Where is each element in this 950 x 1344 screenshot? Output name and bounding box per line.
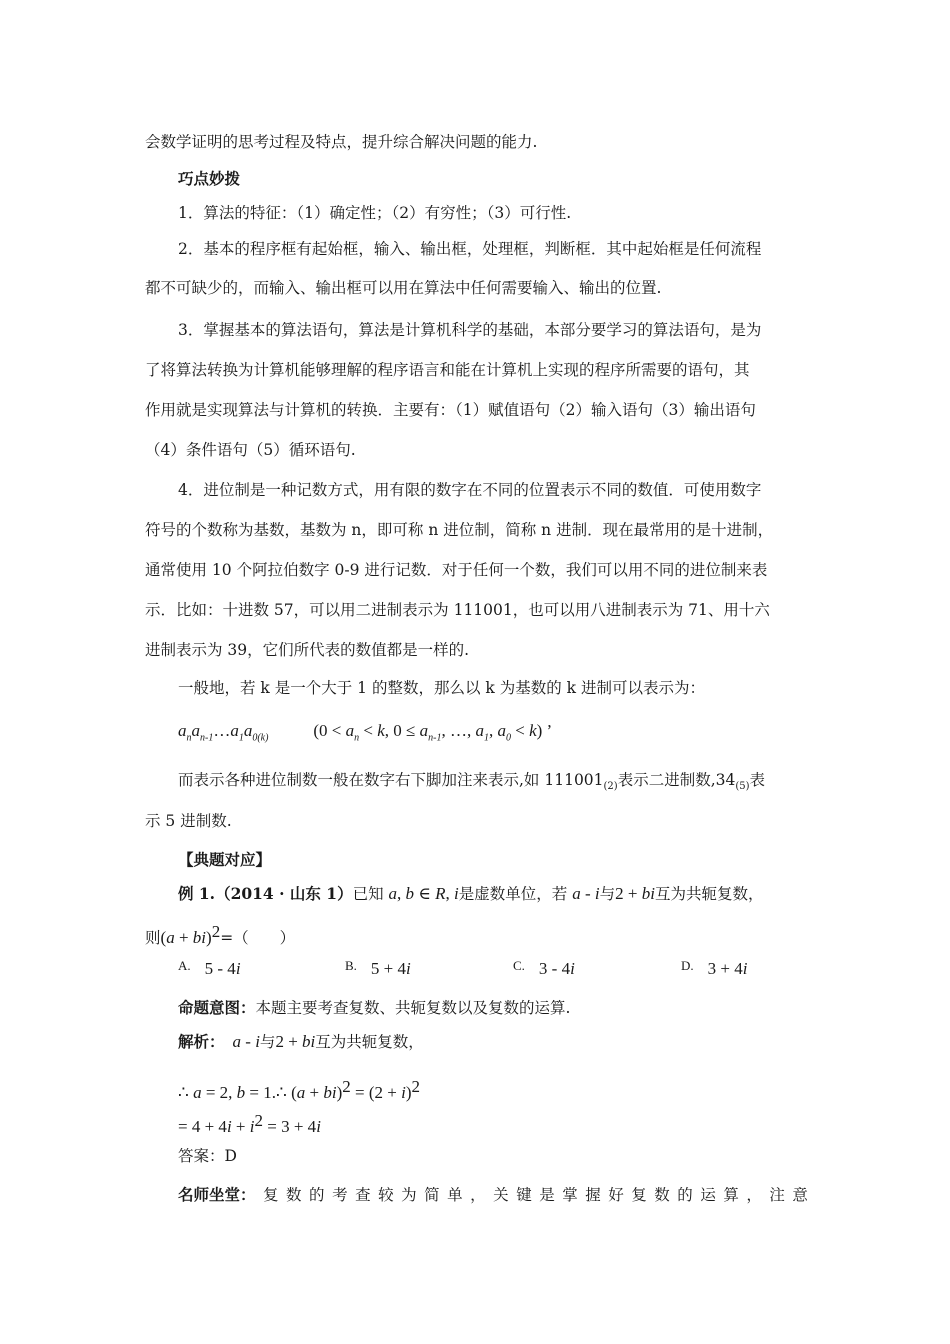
teacher-char: 算 xyxy=(723,1186,739,1204)
teacher-char: ， xyxy=(470,1186,486,1204)
solution-step-2: = $4 + 4i + i^2 = 3 + 4i$ xyxy=(178,1111,321,1137)
tip-3-line-3: 作用就是实现算法与计算机的转换．主要有：（1）赋值语句（2）输入语句（3）输出语句 xyxy=(145,401,756,419)
teacher-char: 意 xyxy=(792,1186,808,1204)
notation-line-1: 而表示各种进位制数一般在数字右下脚加注来表示,如 $111001_{(2)}$表示二进制数$,34_{(5)}$表 xyxy=(178,771,766,793)
tip-4-line-4: 示．比如：十进数 57，可以用二进制表示为 111001，也可以用八进制表示为 71、用十六 xyxy=(145,601,770,619)
teacher-char: 掌 xyxy=(562,1186,578,1204)
tip-2-line-2: 都不可缺少的，而输入、输出框可以用在算法中任何需要输入、输出的位置. xyxy=(145,279,662,297)
tip-4-line-2: 符号的个数称为基数，基数为 n，即可称 n 进位制，简称 n 进制．现在最常用的是十进制， xyxy=(145,521,774,539)
teacher-char: 查 xyxy=(355,1186,371,1204)
base-k-formula: $a_na_{n-1}\dots a_1a_{0(k)}$ ($0 < a_n < k$, $0 \le a_{n-1}$, …, $a_1$, $a_0 < k$) ’ xyxy=(178,721,553,744)
teacher-char: 握 xyxy=(585,1186,601,1204)
tip-3-line-4: （4）条件语句（5）循环语句. xyxy=(145,441,356,459)
teacher-char: 注 xyxy=(769,1186,785,1204)
tips-heading: 巧点妙拨 xyxy=(178,169,241,188)
teacher-char: 数 xyxy=(286,1186,302,1204)
teacher-char: 键 xyxy=(516,1186,532,1204)
example-section-heading: 【典题对应】 xyxy=(178,850,272,869)
option-a: $^{A.}$ 5 - 4i xyxy=(178,958,241,978)
teacher-char: 的 xyxy=(309,1186,325,1204)
tip-4-line-1: 4．进位制是一种记数方式，用有限的数字在不同的位置表示不同的数值．可使用数字 xyxy=(178,481,762,499)
example-stem-line-1: 例 1.（2014 · 山东 1）已知 a, b ∈ R, i是虚数单位，若 a - i与2 + bi互为共轭复数， xyxy=(178,884,764,903)
tip-1: 1．算法的特征：（1）确定性；（2）有穷性；（3）可行性. xyxy=(178,204,572,222)
teacher-char: 为 xyxy=(401,1186,417,1204)
notation-line-2: 示 5 进制数. xyxy=(145,812,232,830)
teacher-char: 较 xyxy=(378,1186,394,1204)
intro-text: 会数学证明的思考过程及特点，提升综合解决问题的能力. xyxy=(145,133,538,151)
intent-line: 命题意图：本题主要考查复数、共轭复数以及复数的运算. xyxy=(178,998,571,1017)
tip-2-line-1: 2．基本的程序框有起始框，输入、输出框，处理框，判断框．其中起始框是任何流程 xyxy=(178,240,762,258)
teacher-char: 复 xyxy=(263,1186,279,1204)
option-d: $^{D.}$ 3 + 4i xyxy=(681,958,748,978)
teacher-note xyxy=(178,1185,808,1205)
option-c: $^{C.}$ 3 - 4i xyxy=(513,958,575,978)
example-stem-line-2: 则(a + bi)$^2$=（ ） xyxy=(145,922,296,948)
teacher-char: 简 xyxy=(424,1186,440,1204)
tip-3-line-2: 了将算法转换为计算机能够理解的程序语言和能在计算机上实现的程序所需要的语句，其 xyxy=(145,361,750,379)
teacher-char: 关 xyxy=(493,1186,509,1204)
teacher-char: ， xyxy=(746,1186,762,1204)
tip-4-line-5: 进制表示为 39，它们所代表的数值都是一样的. xyxy=(145,641,470,659)
teacher-char: 运 xyxy=(700,1186,716,1204)
teacher-char: 单 xyxy=(447,1186,463,1204)
teacher-char: 好 xyxy=(608,1186,624,1204)
teacher-note-label: 名师坐堂： xyxy=(178,1185,256,1204)
analysis-line: 解析： a - i与2 + bi互为共轭复数， xyxy=(178,1032,424,1051)
tip-3-line-1: 3．掌握基本的算法语句，算法是计算机科学的基础，本部分要学习的算法语句，是为 xyxy=(178,321,762,339)
teacher-char: 是 xyxy=(539,1186,555,1204)
teacher-char: 的 xyxy=(677,1186,693,1204)
base-k-intro: 一般地，若 k 是一个大于 1 的整数，那么以 k 为基数的 k 进制可以表示为： xyxy=(178,679,705,697)
tip-4-line-3: 通常使用 10 个阿拉伯数字 0-9 进行记数．对于任何一个数，我们可以用不同的进位制来表 xyxy=(145,561,768,579)
teacher-char: 复 xyxy=(631,1186,647,1204)
teacher-char: 数 xyxy=(654,1186,670,1204)
solution-step-1: ∴ a = 2, b = 1.∴ $(a + bi)^2 = (2 + i)^2$ xyxy=(178,1077,420,1103)
teacher-char: 考 xyxy=(332,1186,348,1204)
option-b: $^{B.}$ 5 + 4i xyxy=(345,958,411,978)
answer-line: 答案：D xyxy=(178,1147,237,1165)
